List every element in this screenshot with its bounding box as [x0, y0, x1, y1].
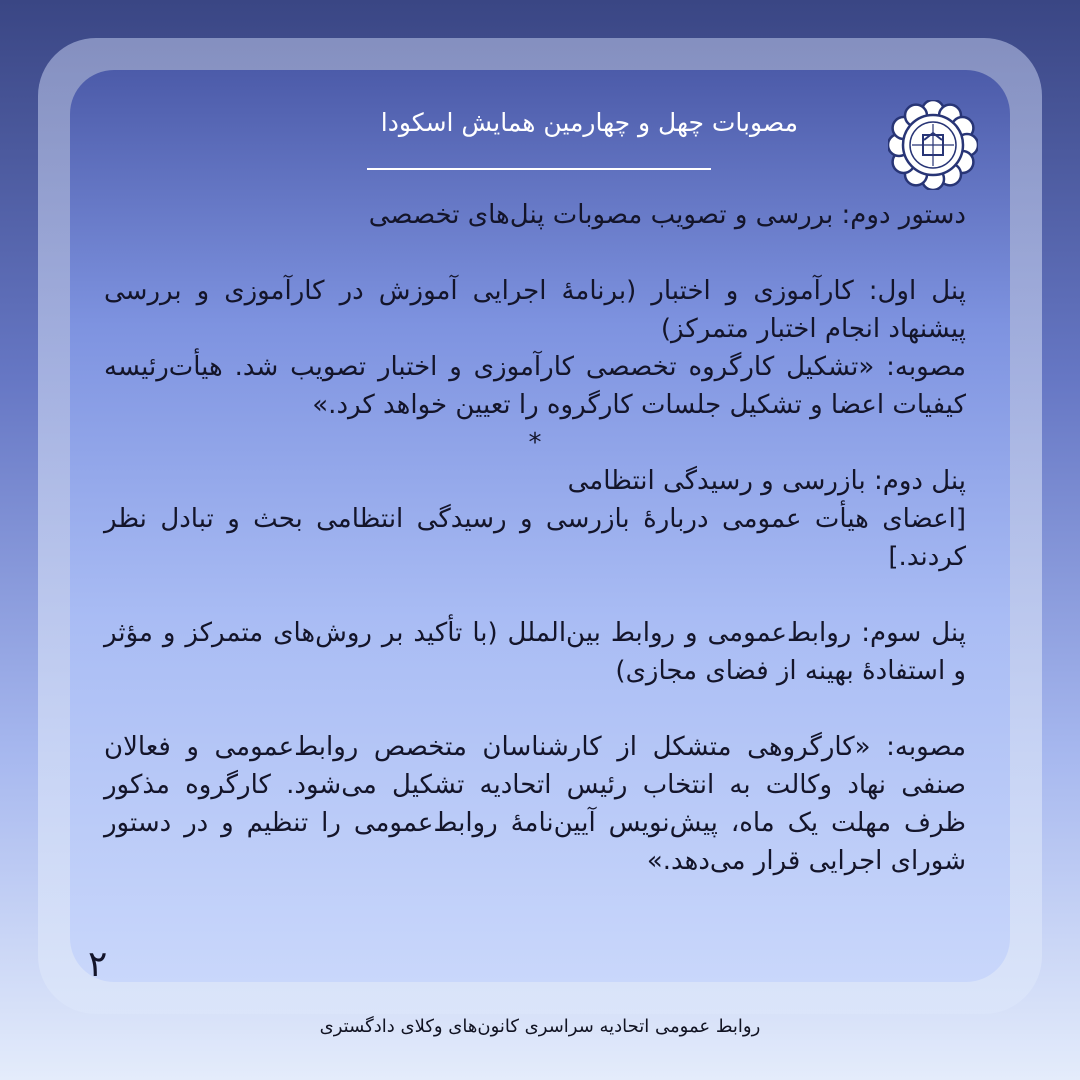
page-number: ۲ — [88, 944, 108, 985]
footer-credit: روابط عمومی اتحادیه سراسری کانون‌های وکلای دادگستری — [319, 1016, 761, 1037]
section-separator: * — [528, 428, 542, 458]
panel2-note: [اعضای هیأت عمومی دربارهٔ بازرسی و رسیدگی انتظامی بحث و تبادل نظر کردند.] — [104, 504, 966, 572]
panel3-title: پنل سوم: روابط‌عمومی و روابط بین‌الملل (با تأکید بر روش‌های متمرکز و مؤثر و استفادهٔ بهینه از فضای مجازی) — [104, 618, 966, 686]
agenda-heading: دستور دوم: بررسی و تصویب مصوبات پنل‌های تخصصی — [368, 200, 966, 230]
panel1-resolution: مصوبه: «تشکیل کارگروه تخصصی کارآموزی و اختبار تصویب شد. هیأت‌رئیسه کیفیات اعضا و تشکیل جلسات کارگروه را تعیین خواهد کرد.» — [104, 352, 966, 420]
panel1-title: پنل اول: کارآموزی و اختبار (برنامهٔ اجرایی آموزش در کارآموزی و بررسی پیشنهاد انجام اختبار متمرکز) — [104, 276, 966, 344]
resolutions-text — [104, 196, 966, 880]
page-title: مصوبات چهل و چهارمین همایش اسکودا — [380, 108, 798, 137]
panel3-resolution: مصوبه: «کارگروهی متشکل از کارشناسان متخصص روابط‌عمومی و فعالان صنفی نهاد وکالت به انتخاب رئیس اتحادیه تشکیل می‌شود. کارگروه مذکور ظرف مهلت یک ماه، پیش‌نویس آیین‌نامهٔ روابط‌عمومی را تنظیم و در دستور شورای اجرایی قرار می‌دهد.» — [104, 732, 966, 876]
emblem-seal-icon — [888, 100, 978, 190]
panel2-title: پنل دوم: بازرسی و رسیدگی انتظامی — [567, 466, 966, 496]
title-underline — [367, 168, 711, 170]
